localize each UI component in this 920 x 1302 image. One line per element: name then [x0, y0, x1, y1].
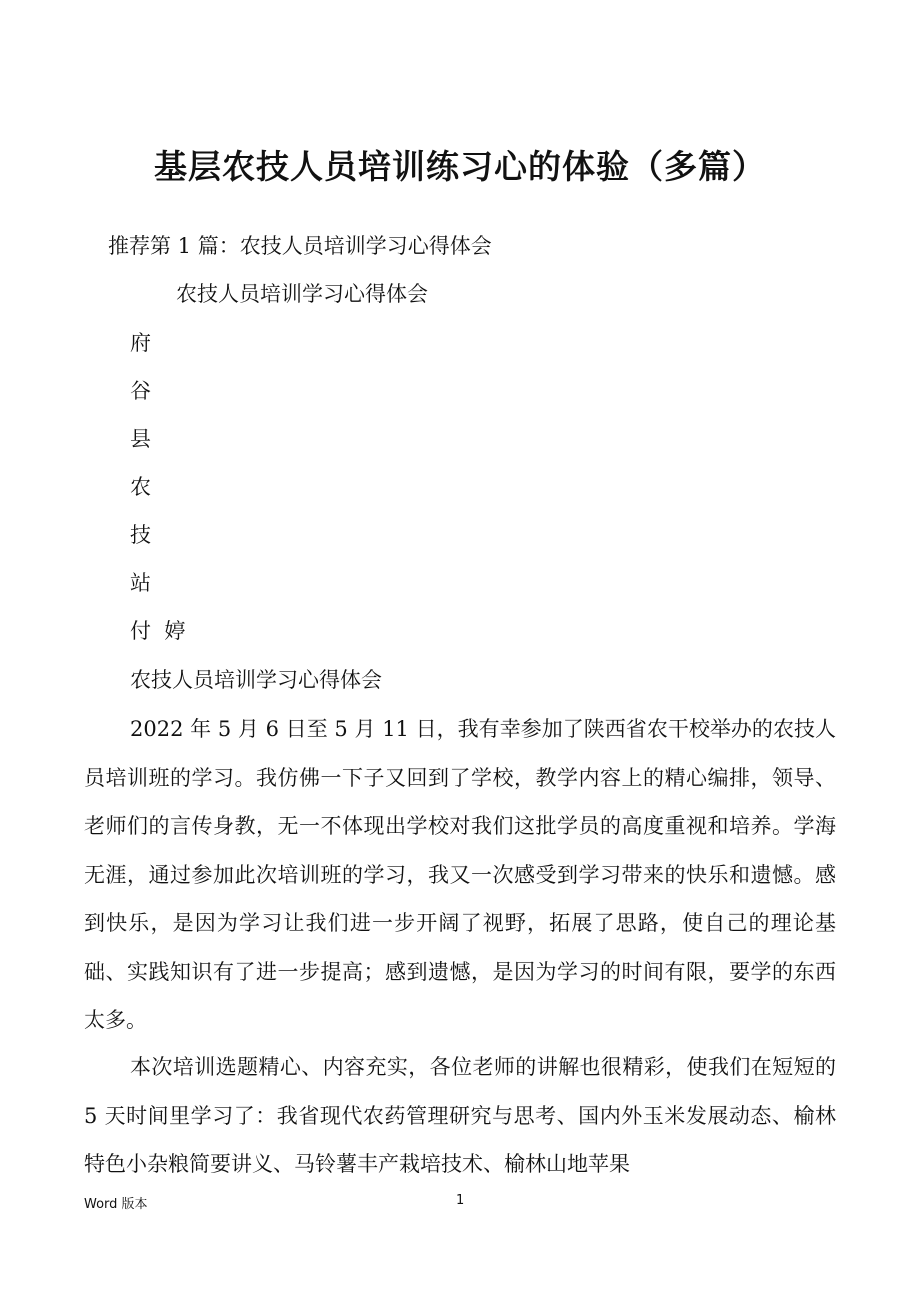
page-number: 1	[456, 1193, 465, 1208]
author-char: 府	[130, 331, 151, 355]
author-char: 技	[130, 523, 151, 547]
author-char: 谷	[130, 379, 151, 403]
author-char: 站	[130, 571, 151, 595]
author-char: 县	[130, 427, 151, 451]
section-heading: 农技人员培训学习心得体会	[130, 668, 382, 692]
body-paragraph: 本次培训选题精心、内容充实，各位老师的讲解也很精彩，使我们在短短的 5 天时间里学习了：我省现代农药管理研究与思考、国内外玉米发展动态、榆林特色小杂粮简要讲义、马铃薯丰产栽培技术、榆林山地苹果	[84, 1055, 836, 1176]
subtitle: 农技人员培训学习心得体会	[176, 282, 428, 306]
footer-version: Word 版本	[84, 1197, 148, 1212]
document-title: 基层农技人员培训练习心的体验（多篇）	[154, 147, 766, 186]
author-char: 农	[130, 475, 151, 499]
author-name: 付 婷	[130, 619, 186, 643]
recommend-line: 推荐第 1 篇：农技人员培训学习心得体会	[108, 234, 492, 258]
body-paragraph: 2022 年 5 月 6 日至 5 月 11 日，我有幸参加了陕西省农干校举办的农技人员培训班的学习。我仿佛一下子又回到了学校，教学内容上的精心编排，领导、老师们的言传身教，无一不体现出学校对我们这批学员的高度重视和培养。学海无涯，通过参加此次培训班的学习，我又一次感受到学习带来的快乐和遗憾。感到快乐，是因为学习让我们进一步开阔了视野，拓展了思路，使自己的理论基础、实践知识有了进一步提高；感到遗憾，是因为学习的时间有限，要学的东西太多。	[84, 717, 836, 1032]
